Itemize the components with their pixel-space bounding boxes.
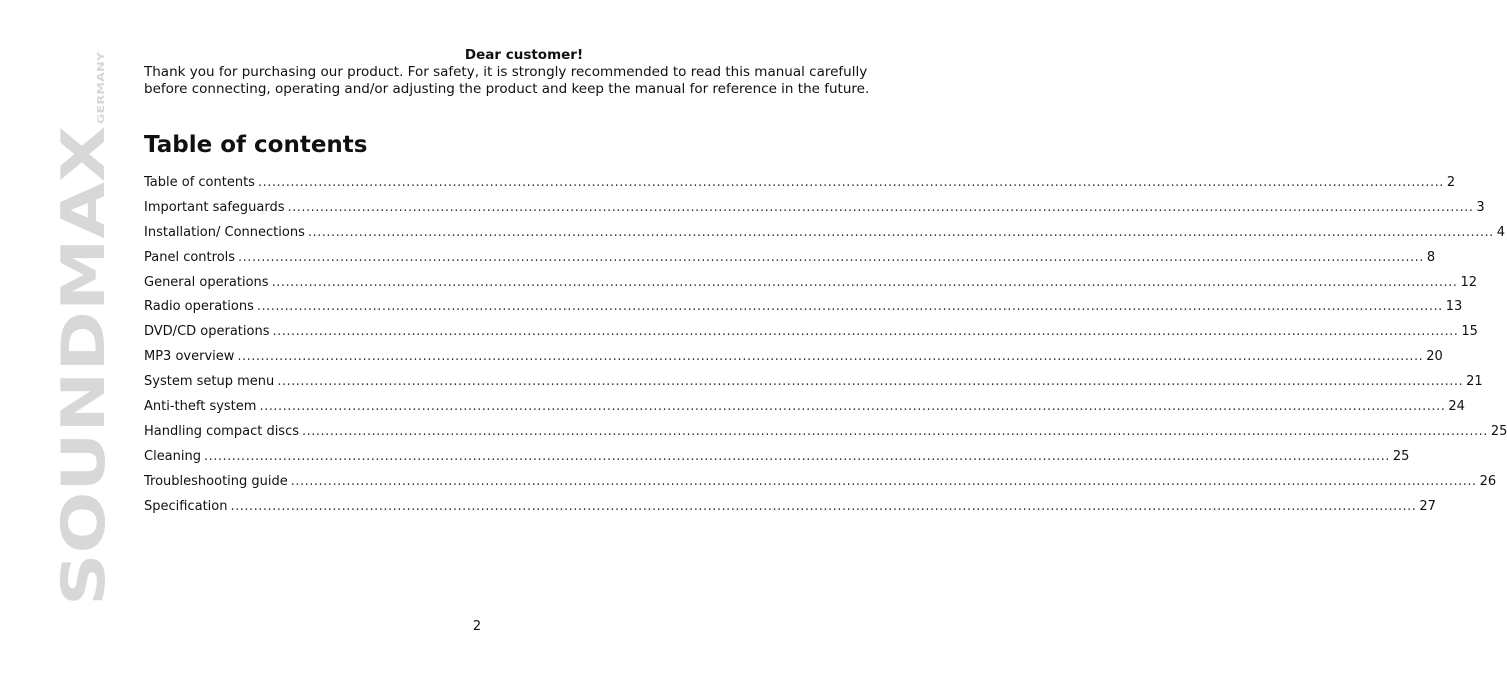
toc-entry-label: Table of contents [144, 175, 255, 190]
toc-leader-dots [230, 499, 1416, 514]
intro-paragraph: Thank you for purchasing our product. For safety, it is strongly recommended to read this manual carefully before connecting, operating and/or adjusting the product and keep the manual for reference in the future. [144, 64, 870, 97]
toc-entry [144, 299, 1463, 324]
toc-leader-dots [238, 250, 1424, 265]
brand-logo [48, 50, 119, 610]
brand-logo-subtext: GERMANY [96, 67, 107, 124]
toc-entry-page: 21 [1466, 374, 1483, 390]
toc-entry [144, 448, 1410, 474]
brand-logo-text: SOUNDMAX [49, 210, 119, 606]
toc-entry-page: 8 [1426, 249, 1436, 265]
toc-leader-dots [272, 275, 1458, 290]
toc-entry [144, 349, 1443, 374]
toc-entry-page: 24 [1448, 399, 1465, 415]
toc-leader-dots [308, 225, 1494, 240]
toc-entry-page: 27 [1419, 498, 1436, 514]
toc-leader-dots [291, 474, 1477, 489]
toc-entry-label: Installation/ Connections [144, 224, 305, 240]
toc-entry [144, 199, 1485, 225]
toc-entry [144, 224, 1505, 250]
toc-entry-page: 20 [1426, 349, 1443, 365]
toc-entry [144, 274, 1477, 300]
toc-entry-label: Handling compact discs [144, 423, 299, 439]
toc-entry [144, 324, 1478, 349]
greeting-heading: Dear customer! [464, 47, 584, 63]
toc-leader-dots [258, 175, 1444, 190]
toc-entry-page: 26 [1479, 473, 1497, 489]
toc-leader-dots [302, 424, 1488, 439]
toc-leader-dots [277, 374, 1463, 389]
toc-leader-dots [237, 349, 1423, 364]
toc-entry-page: 25 [1392, 448, 1410, 464]
toc-leader-dots [259, 399, 1445, 414]
page-number: 2 [472, 619, 482, 634]
toc-entry-page: 25 [1490, 423, 1507, 439]
toc-entry-page: 13 [1445, 299, 1463, 315]
toc-entry-page: 2 [1446, 175, 1456, 190]
toc-entry [144, 175, 1456, 200]
toc-entry [144, 473, 1497, 499]
toc-entry-label: DVD/CD operations [144, 324, 270, 340]
toc-list [144, 175, 1507, 523]
toc-entry-label: Cleaning [144, 448, 201, 464]
toc-entry [144, 374, 1483, 399]
toc-entry-label: Anti-theft system [144, 399, 257, 415]
toc-entry [144, 423, 1507, 449]
toc-entry-label: MP3 overview [144, 349, 235, 365]
toc-entry-label: System setup menu [144, 374, 275, 390]
main-content [144, 47, 1507, 523]
toc-title: Table of contents [144, 132, 368, 158]
toc-entry-page: 12 [1460, 274, 1477, 290]
toc-leader-dots [257, 299, 1443, 314]
toc-entry-page: 3 [1476, 199, 1485, 215]
toc-entry-label: Specification [144, 498, 228, 514]
toc-entry-label: General operations [144, 274, 269, 290]
toc-leader-dots [288, 200, 1474, 215]
toc-entry-label: Troubleshooting guide [144, 473, 288, 489]
toc-leader-dots [204, 449, 1390, 464]
toc-entry-label: Important safeguards [144, 199, 285, 215]
toc-entry [144, 399, 1465, 424]
toc-entry [144, 249, 1436, 275]
toc-entry [144, 498, 1436, 524]
toc-entry-page: 4 [1496, 224, 1505, 240]
toc-entry-label: Radio operations [144, 299, 254, 315]
toc-entry-page: 15 [1461, 324, 1478, 340]
toc-leader-dots [272, 324, 1458, 339]
toc-entry-label: Panel controls [144, 249, 236, 265]
